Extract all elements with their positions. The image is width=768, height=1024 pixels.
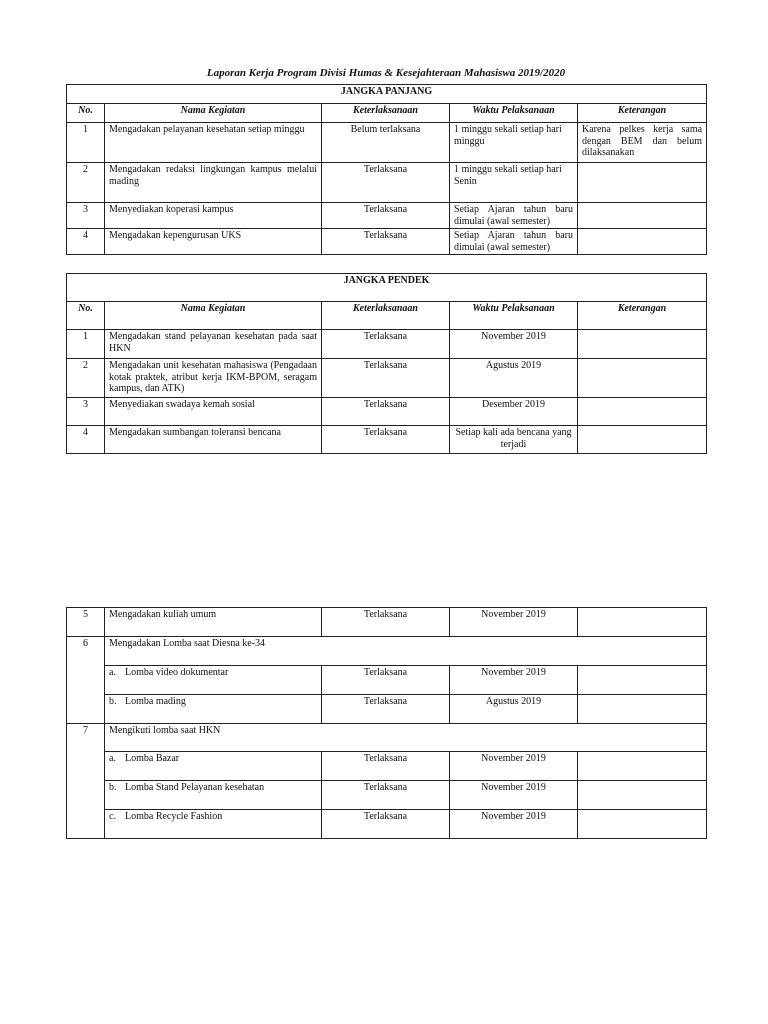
cell-keterangan — [578, 203, 707, 229]
cell-no: 2 — [67, 359, 105, 398]
cell-keterangan — [578, 163, 707, 203]
sub-item-label: Lomba mading — [125, 696, 186, 707]
cell-status: Terlaksana — [322, 426, 450, 454]
cell-status: Terlaksana — [322, 359, 450, 398]
table-row — [67, 695, 707, 724]
table-row — [67, 330, 707, 359]
table-row — [67, 781, 707, 810]
header-no: No. — [67, 104, 105, 123]
cell-status: Terlaksana — [322, 666, 450, 695]
cell-waktu: Setiap Ajaran tahun baru dimulai (awal semester) — [450, 229, 578, 255]
table-row — [67, 426, 707, 454]
list-letter: b. — [109, 782, 117, 793]
cell-status: Terlaksana — [322, 810, 450, 839]
sub-item-label: Lomba Stand Pelayanan kesehatan — [125, 782, 265, 793]
cell-no: 1 — [67, 123, 105, 163]
cell-waktu: November 2019 — [450, 752, 578, 781]
cell-status: Terlaksana — [322, 608, 450, 637]
cell-status: Terlaksana — [322, 398, 450, 426]
cell-keterangan — [578, 426, 707, 454]
header-keterlaksanaan: Keterlaksanaan — [322, 104, 450, 123]
cell-keterangan — [578, 810, 707, 839]
table-jangka-panjang — [66, 84, 707, 255]
cell-keterangan — [578, 398, 707, 426]
cell-waktu: Agustus 2019 — [450, 359, 578, 398]
table-row — [67, 608, 707, 637]
cell-waktu: Setiap kali ada bencana yang terjadi — [450, 426, 578, 454]
cell-nama: Menyediakan koperasi kampus — [105, 203, 322, 229]
cell-keterangan — [578, 752, 707, 781]
cell-no: 2 — [67, 163, 105, 203]
cell-status: Terlaksana — [322, 203, 450, 229]
cell-keterangan — [578, 359, 707, 398]
cell-keterangan — [578, 781, 707, 810]
list-letter: a. — [109, 667, 116, 678]
cell-keterangan — [578, 330, 707, 359]
document-title: Laporan Kerja Program Divisi Humas & Kesejahteraan Mahasiswa 2019/2020 — [206, 67, 566, 79]
cell-keterangan: Karena pelkes kerja sama dengan BEM dan belum dilaksanakan — [578, 123, 707, 163]
cell-waktu: Setiap Ajaran tahun baru dimulai (awal semester) — [450, 203, 578, 229]
cell-nama: Mengadakan kuliah umum — [105, 608, 322, 637]
cell-status: Terlaksana — [322, 752, 450, 781]
cell-keterangan — [578, 229, 707, 255]
table-row — [67, 666, 707, 695]
cell-nama: Menyediakan swadaya kemah sosial — [105, 398, 322, 426]
cell-nama — [105, 695, 322, 724]
cell-status: Belum terlaksana — [322, 123, 450, 163]
list-letter: c. — [109, 811, 116, 822]
cell-keterangan — [578, 695, 707, 724]
cell-waktu: November 2019 — [450, 666, 578, 695]
sub-item-label: Lomba video dokumentar — [125, 667, 229, 678]
cell-nama: Mengikuti lomba saat HKN — [105, 724, 707, 752]
cell-nama: Mengadakan redaksi lingkungan kampus melalui mading — [105, 163, 322, 203]
section-title-jangka-pendek: JANGKA PENDEK — [67, 274, 707, 302]
cell-no: 1 — [67, 330, 105, 359]
header-waktu-pelaksanaan: Waktu Pelaksanaan — [450, 104, 578, 123]
cell-nama: Mengadakan kepengurusan UKS — [105, 229, 322, 255]
table-row — [67, 752, 707, 781]
cell-nama — [105, 666, 322, 695]
cell-nama: Mengadakan pelayanan kesehatan setiap minggu — [105, 123, 322, 163]
cell-no: 7 — [67, 724, 105, 839]
cell-waktu: November 2019 — [450, 810, 578, 839]
cell-waktu: 1 minggu sekali setiap hari minggu — [450, 123, 578, 163]
cell-nama: Mengadakan Lomba saat Diesna ke-34 — [105, 637, 707, 666]
table-row — [67, 724, 707, 752]
cell-no: 3 — [67, 203, 105, 229]
table-jangka-pendek — [66, 273, 707, 454]
cell-waktu: Agustus 2019 — [450, 695, 578, 724]
cell-waktu: November 2019 — [450, 781, 578, 810]
cell-nama: Mengadakan stand pelayanan kesehatan pada saat HKN — [105, 330, 322, 359]
cell-waktu: 1 minggu sekali setiap hari Senin — [450, 163, 578, 203]
table-row — [67, 398, 707, 426]
cell-keterangan — [578, 666, 707, 695]
table-row — [67, 123, 707, 163]
header-no: No. — [67, 302, 105, 330]
cell-no: 5 — [67, 608, 105, 637]
cell-status: Terlaksana — [322, 229, 450, 255]
list-letter: b. — [109, 696, 117, 707]
cell-no: 6 — [67, 637, 105, 724]
cell-status: Terlaksana — [322, 163, 450, 203]
cell-waktu: November 2019 — [450, 330, 578, 359]
cell-nama — [105, 781, 322, 810]
cell-waktu: November 2019 — [450, 608, 578, 637]
header-keterangan: Keterangan — [578, 302, 707, 330]
header-keterlaksanaan: Keterlaksanaan — [322, 302, 450, 330]
cell-no: 3 — [67, 398, 105, 426]
cell-status: Terlaksana — [322, 781, 450, 810]
cell-keterangan — [578, 608, 707, 637]
table-lanjutan — [66, 607, 707, 839]
cell-no: 4 — [67, 229, 105, 255]
table-row — [67, 810, 707, 839]
cell-nama: Mengadakan sumbangan toleransi bencana — [105, 426, 322, 454]
table-row — [67, 163, 707, 203]
table-row — [67, 229, 707, 255]
cell-status: Terlaksana — [322, 330, 450, 359]
table-row — [67, 359, 707, 398]
header-nama-kegiatan: Nama Kegiatan — [105, 302, 322, 330]
cell-status: Terlaksana — [322, 695, 450, 724]
sub-item-label: Lomba Bazar — [125, 753, 180, 764]
cell-nama — [105, 752, 322, 781]
cell-nama: Mengadakan unit kesehatan mahasiswa (Pengadaan kotak praktek, atribut kerja IKM-BPOM, seragam kampus, dan ATK) — [105, 359, 322, 398]
section-title-jangka-panjang: JANGKA PANJANG — [67, 85, 707, 104]
header-keterangan: Keterangan — [578, 104, 707, 123]
table-row — [67, 637, 707, 666]
list-letter: a. — [109, 753, 116, 764]
sub-item-label: Lomba Recycle Fashion — [125, 811, 223, 822]
cell-nama — [105, 810, 322, 839]
header-waktu-pelaksanaan: Waktu Pelaksanaan — [450, 302, 578, 330]
cell-waktu: Desember 2019 — [450, 398, 578, 426]
cell-no: 4 — [67, 426, 105, 454]
table-row — [67, 203, 707, 229]
header-nama-kegiatan: Nama Kegiatan — [105, 104, 322, 123]
